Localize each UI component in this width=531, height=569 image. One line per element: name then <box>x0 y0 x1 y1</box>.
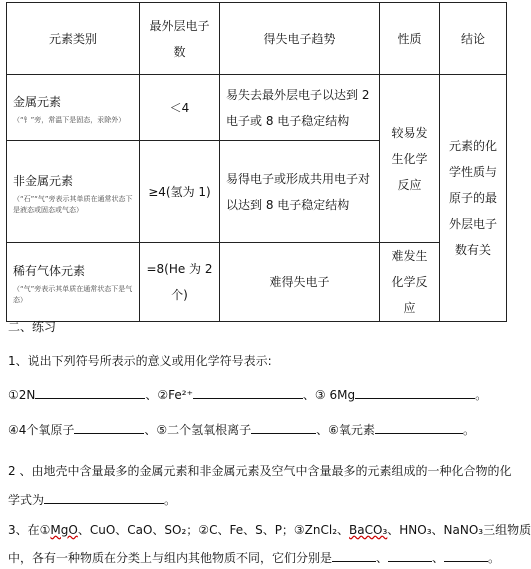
q3-end: 。 <box>488 551 501 565</box>
q3-answer-blank-1[interactable] <box>332 549 376 562</box>
q1-answer-blank-4[interactable] <box>74 421 144 434</box>
noble-property: 难发生化学反应 <box>380 243 440 322</box>
q2-stem: 2 、由地壳中含量最多的金属元素和非金属元素及空气中含量最多的元素组成的一种化合物的化 <box>8 464 512 478</box>
q1-answer-blank-6[interactable] <box>375 421 463 434</box>
q3-stem-a: 3、在① <box>8 523 51 537</box>
q3-sep-1: 、 <box>376 551 389 565</box>
q3-cont-text: 中，各有一种物质在分类上与组内其他物质不同，它们分别是 <box>8 551 333 565</box>
q3-baco3: BaCO₃ <box>349 523 388 537</box>
noble-note: （“气”旁表示其单质在通常状态下是气态） <box>13 285 133 304</box>
q1-answer-blank-5[interactable] <box>251 421 316 434</box>
q2-cont <box>8 491 176 508</box>
header-property: 性质 <box>380 3 440 75</box>
q1-item-oxygen-element: 、⑥氧元素 <box>316 423 375 437</box>
metal-trend: 易失去最外层电子以达到 2 电子或 8 电子稳定结构 <box>220 75 380 141</box>
nonmetal-category-cell <box>7 141 140 243</box>
q1-item-hydroxide: 、⑤二个氢氧根离子 <box>144 423 252 437</box>
q3-stem-s2: 、HNO₃、NaNO₃三组物质 <box>387 523 531 537</box>
q1-answer-blank-3[interactable] <box>355 386 475 399</box>
q1-answer-blank-2[interactable] <box>193 386 303 399</box>
q2-cont-text: 学式为 <box>8 493 45 507</box>
nonmetal-note: （“石”“气”旁表示其单质在通常状态下是液态或固态或气态） <box>13 194 133 214</box>
conclusion: 元素的化学性质与原子的最外层电子数有关 <box>440 75 507 322</box>
q3-answer-blank-3[interactable] <box>444 549 488 562</box>
q1-item-oxygen-atoms: ④4个氧原子 <box>8 423 75 437</box>
q1-row2 <box>8 421 475 438</box>
metal-label: 金属元素 <box>13 95 62 109</box>
header-conclusion: 结论 <box>440 3 507 75</box>
noble-category-cell <box>7 243 140 322</box>
nonmetal-electrons: ≥4(氢为 1) <box>140 141 220 243</box>
nonmetal-trend: 易得电子或形成共用电子对以达到 8 电子稳定结构 <box>220 141 380 243</box>
property-merged: 较易发生化学反应 <box>380 75 440 243</box>
q1-answer-blank-1[interactable] <box>35 386 145 399</box>
header-outer-electrons: 最外层电子数 <box>140 3 220 75</box>
noble-label: 稀有气体元素 <box>13 264 86 278</box>
q2-end: 。 <box>164 493 177 507</box>
noble-electrons: =8(He 为 2 个) <box>140 243 220 322</box>
q1-item-fe: 、②Fe²⁺ <box>145 388 193 402</box>
q1-row1-end: 。 <box>475 388 488 402</box>
q1-row2-end: 。 <box>462 423 475 437</box>
element-category-table <box>6 2 507 322</box>
q1-item-2n: ①2N <box>8 388 36 402</box>
q3-cont <box>8 549 500 566</box>
metal-note: （“钅”旁，常温下是固态，汞除外） <box>13 116 126 124</box>
nonmetal-label: 非金属元素 <box>13 173 74 188</box>
q3-mgo: MgO <box>50 523 78 537</box>
noble-trend: 难得失电子 <box>220 243 380 322</box>
q3-stem <box>8 521 531 538</box>
section-heading: 二、练习 <box>8 320 57 334</box>
metal-electrons: ＜4 <box>140 75 220 141</box>
q3-stem-s1: 、CuO、CaO、SO₂；②C、Fe、S、P；③ZnCl₂、 <box>77 523 350 537</box>
header-category: 元素类别 <box>7 3 140 75</box>
metal-category-cell <box>7 75 140 141</box>
header-electron-trend: 得失电子趋势 <box>220 3 380 75</box>
q1-row1 <box>8 386 487 403</box>
q3-sep-2: 、 <box>432 551 445 565</box>
q2-answer-blank[interactable] <box>44 491 164 504</box>
q1-stem: 1、说出下列符号所表示的意义或用化学符号表示: <box>8 354 272 368</box>
q3-answer-blank-2[interactable] <box>388 549 432 562</box>
q1-item-mg: 、③ 6Mg <box>302 388 356 402</box>
